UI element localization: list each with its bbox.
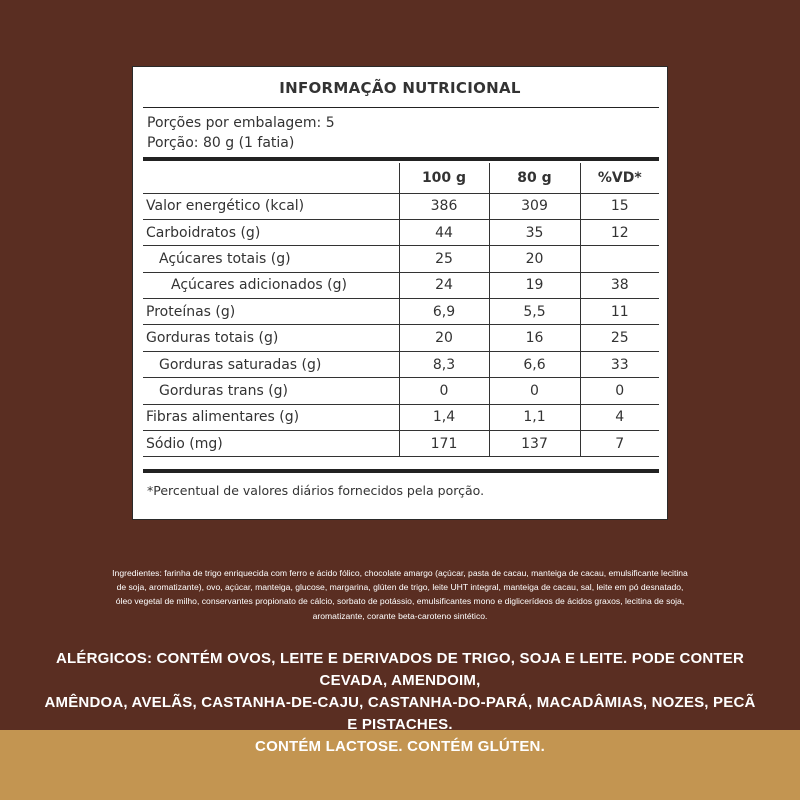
value-daily-percent: 4 bbox=[580, 404, 659, 430]
value-daily-percent: 7 bbox=[580, 431, 659, 457]
serving-size: Porção: 80 g (1 fatia) bbox=[147, 135, 295, 151]
nutrition-facts-label bbox=[132, 66, 668, 520]
nutrient-name: Açúcares totais (g) bbox=[143, 246, 399, 272]
value-per-100g: 1,4 bbox=[399, 404, 489, 430]
nutrient-name: Fibras alimentares (g) bbox=[143, 404, 399, 430]
value-per-100g: 0 bbox=[399, 378, 489, 404]
table-row bbox=[143, 431, 659, 457]
value-daily-percent: 11 bbox=[580, 299, 659, 325]
value-per-serving: 16 bbox=[489, 325, 580, 351]
ingredients-line: Ingredientes: farinha de trigo enriquecida com ferro e ácido fólico, chocolate amargo (açúcar, pasta de cacau, manteiga de cacau, emulsificante lecitina bbox=[112, 568, 688, 578]
value-daily-percent bbox=[580, 246, 659, 272]
value-per-serving: 5,5 bbox=[489, 299, 580, 325]
allergens-line: AMÊNDOA, AVELÃS, CASTANHA-DE-CAJU, CASTANHA-DO-PARÁ, MACADÂMIAS, NOZES, PECÃ E PISTACHES. bbox=[44, 694, 756, 733]
table-row bbox=[143, 299, 659, 325]
value-per-serving: 6,6 bbox=[489, 351, 580, 377]
column-header-daily-value: %VD* bbox=[580, 163, 659, 193]
column-header-per-serving: 80 g bbox=[489, 163, 580, 193]
value-per-serving: 0 bbox=[489, 378, 580, 404]
servings-per-package: Porções por embalagem: 5 bbox=[147, 115, 335, 131]
serving-divider bbox=[143, 157, 659, 161]
value-per-serving: 35 bbox=[489, 219, 580, 245]
nutrition-label-title: INFORMAÇÃO NUTRICIONAL bbox=[279, 79, 521, 97]
value-per-100g: 8,3 bbox=[399, 351, 489, 377]
nutrient-name: Açúcares adicionados (g) bbox=[143, 272, 399, 298]
value-per-100g: 25 bbox=[399, 246, 489, 272]
value-daily-percent: 33 bbox=[580, 351, 659, 377]
table-header-row bbox=[143, 163, 659, 193]
value-daily-percent: 15 bbox=[580, 193, 659, 219]
value-per-100g: 6,9 bbox=[399, 299, 489, 325]
nutrient-name: Valor energético (kcal) bbox=[143, 193, 399, 219]
value-daily-percent: 12 bbox=[580, 219, 659, 245]
nutrition-table bbox=[143, 163, 659, 457]
value-per-100g: 44 bbox=[399, 219, 489, 245]
table-row bbox=[143, 351, 659, 377]
table-row bbox=[143, 378, 659, 404]
value-per-100g: 24 bbox=[399, 272, 489, 298]
allergens-warning bbox=[40, 648, 760, 758]
ingredients-line: aromatizante, corante beta-caroteno sintético. bbox=[312, 610, 488, 621]
daily-value-footnote: *Percentual de valores diários fornecidos pela porção. bbox=[147, 483, 485, 498]
table-row bbox=[143, 246, 659, 272]
value-daily-percent: 0 bbox=[580, 378, 659, 404]
value-per-serving: 19 bbox=[489, 272, 580, 298]
table-bottom-divider bbox=[143, 469, 659, 473]
ingredients-line: de soja, aromatizante), ovo, açúcar, manteiga, glucose, margarina, glúten de trigo, leite UHT integral, manteiga de cacau, sal, leite em pó desnatado, bbox=[116, 582, 684, 593]
nutrient-name: Gorduras saturadas (g) bbox=[143, 351, 399, 377]
value-per-serving: 309 bbox=[489, 193, 580, 219]
column-header-nutrient bbox=[143, 163, 399, 193]
table-row bbox=[143, 272, 659, 298]
table-row bbox=[143, 193, 659, 219]
value-per-serving: 20 bbox=[489, 246, 580, 272]
title-divider bbox=[143, 107, 659, 108]
column-header-per-100g: 100 g bbox=[399, 163, 489, 193]
value-per-serving: 137 bbox=[489, 431, 580, 457]
nutrient-name: Carboidratos (g) bbox=[143, 219, 399, 245]
allergens-line: ALÉRGICOS: CONTÉM OVOS, LEITE E DERIVADOS DE TRIGO, SOJA E LEITE. PODE CONTER CEVADA, AMENDOIM, bbox=[56, 650, 744, 689]
table-row bbox=[143, 404, 659, 430]
value-per-100g: 171 bbox=[399, 431, 489, 457]
table-row bbox=[143, 219, 659, 245]
nutrient-name: Gorduras totais (g) bbox=[143, 325, 399, 351]
allergens-line: CONTÉM LACTOSE. CONTÉM GLÚTEN. bbox=[255, 738, 545, 755]
table-row bbox=[143, 325, 659, 351]
value-per-100g: 386 bbox=[399, 193, 489, 219]
value-per-serving: 1,1 bbox=[489, 404, 580, 430]
value-per-100g: 20 bbox=[399, 325, 489, 351]
value-daily-percent: 38 bbox=[580, 272, 659, 298]
value-daily-percent: 25 bbox=[580, 325, 659, 351]
ingredients-line: óleo vegetal de milho, conservantes propionato de cálcio, sorbato de potássio, emulsificantes mono e diglicerídeos de ácidos graxos, lecitina de soja, bbox=[115, 596, 685, 607]
nutrient-name: Gorduras trans (g) bbox=[143, 378, 399, 404]
nutrient-name: Sódio (mg) bbox=[143, 431, 399, 457]
ingredients-text bbox=[70, 566, 730, 623]
nutrient-name: Proteínas (g) bbox=[143, 299, 399, 325]
